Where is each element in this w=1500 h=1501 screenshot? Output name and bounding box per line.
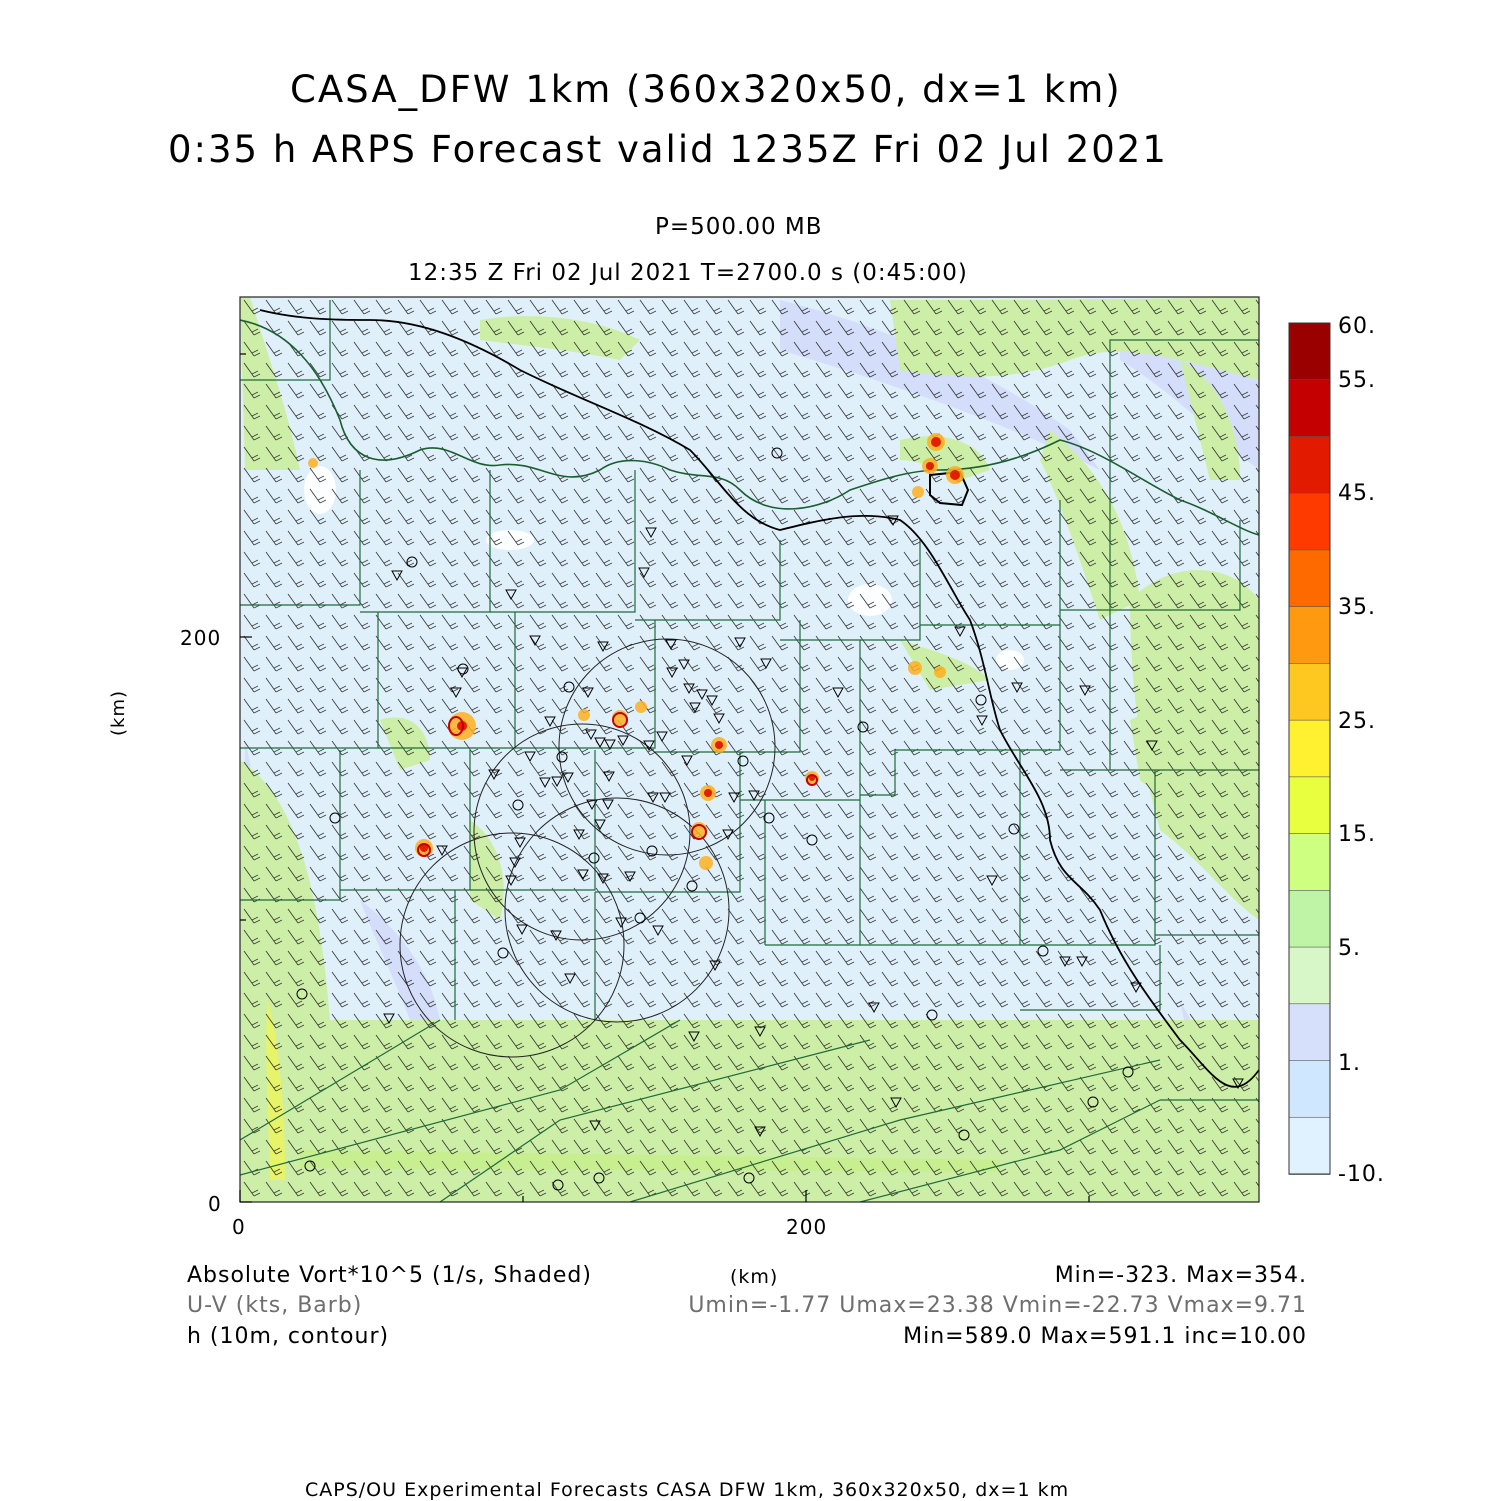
footer-credit: CAPS/OU Experimental Forecasts CASA DFW 1km, 360x320x50, dx=1 km [305, 1479, 1070, 1501]
colorbar-segment [1289, 777, 1330, 834]
legend-height-stats: Min=589.0 Max=591.1 inc=10.00 [903, 1324, 1307, 1349]
colorbar-segment [1289, 436, 1330, 493]
colorbar-label-55: 55. [1338, 368, 1376, 393]
colorbar-segment [1289, 890, 1330, 947]
colorbar-label-60: 60. [1338, 314, 1376, 339]
colorbar-segment [1289, 550, 1330, 607]
colorbar-label-35: 35. [1338, 595, 1376, 620]
colorbar-label-45: 45. [1338, 481, 1376, 506]
colorbar-segment [1289, 323, 1330, 380]
colorbar-segment [1289, 380, 1330, 437]
colorbar-segment [1289, 720, 1330, 777]
colorbar-label-5: 5. [1338, 936, 1361, 961]
legend-field-wind: U-V (kts, Barb) [187, 1293, 363, 1318]
title-line-2: 0:35 h ARPS Forecast valid 1235Z Fri 02 Jul 2021 [168, 128, 1168, 171]
legend-field-height: h (10m, contour) [187, 1324, 390, 1349]
x-tick-0: 0 [232, 1215, 246, 1239]
colorbar [1289, 323, 1330, 1175]
colorbar-segment [1289, 493, 1330, 550]
y-axis-unit: (km) [108, 689, 129, 736]
colorbar-segment [1289, 1004, 1330, 1061]
colorbar-segment [1289, 947, 1330, 1004]
colorbar-segment [1289, 607, 1330, 664]
y-tick-0: 0 [208, 1192, 222, 1216]
colorbar-label-minus10: -10. [1338, 1162, 1385, 1187]
colorbar-segment [1289, 1117, 1330, 1174]
colorbar-label-1: 1. [1338, 1051, 1361, 1076]
legend-field-vorticity: Absolute Vort*10^5 (1/s, Shaded) [187, 1263, 592, 1288]
colorbar-label-25: 25. [1338, 709, 1376, 734]
y-tick-200: 200 [180, 626, 222, 650]
colorbar-segment [1289, 834, 1330, 891]
colorbar-label-15: 15. [1338, 822, 1376, 847]
colorbar-segment [1289, 1061, 1330, 1118]
valid-time: 12:35 Z Fri 02 Jul 2021 T=2700.0 s (0:45:00) [408, 260, 968, 286]
title-line-1: CASA_DFW 1km (360x320x50, dx=1 km) [290, 68, 1122, 111]
pressure-level: P=500.00 MB [655, 214, 823, 240]
legend-x-unit: (km) [730, 1266, 779, 1288]
legend-vorticity-stats: Min=-323. Max=354. [1054, 1263, 1307, 1288]
legend-wind-stats: Umin=-1.77 Umax=23.38 Vmin=-22.73 Vmax=9.71 [688, 1293, 1307, 1318]
x-tick-200: 200 [786, 1215, 828, 1239]
colorbar-segment [1289, 663, 1330, 720]
